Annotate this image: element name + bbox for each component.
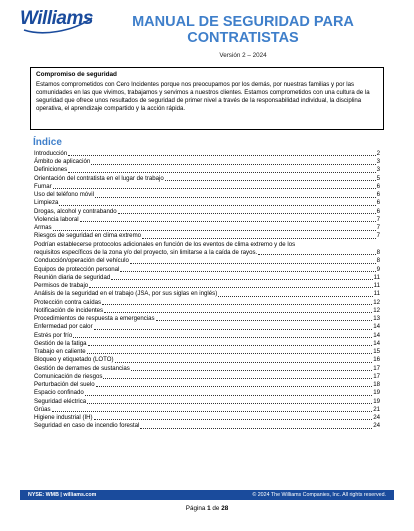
- toc-entry-page: 14: [373, 339, 380, 347]
- toc-entry[interactable]: [34, 150, 380, 158]
- toc-entry[interactable]: [34, 299, 380, 307]
- page-number-total: 28: [221, 505, 229, 512]
- toc-entry[interactable]: [34, 414, 380, 422]
- toc-entry-label: Seguridad en caso de incendio forestal: [34, 422, 140, 430]
- toc-entry-label: Perturbación del suelo: [34, 381, 95, 388]
- toc-entry-label: Gestión de la fatiga: [34, 339, 87, 347]
- toc-dot-leader: [131, 370, 372, 371]
- toc-dot-leader: [94, 419, 373, 420]
- toc-dot-leader: [87, 403, 372, 404]
- toc-entry-page: 6: [376, 191, 380, 199]
- toc-entry-label: Conducción/operación del vehículo: [34, 257, 129, 265]
- toc-entry[interactable]: [34, 200, 380, 208]
- toc-entry[interactable]: [34, 282, 380, 290]
- toc-entry-page: 3: [376, 158, 380, 166]
- toc-dot-leader: [53, 230, 376, 231]
- toc-entry[interactable]: [34, 373, 380, 381]
- toc-entry-page: 6: [376, 207, 380, 215]
- toc-entry[interactable]: [34, 389, 380, 397]
- toc-entry-label-continued: requisitos específicos de la zona y/o del proyecto, sin limitarse a la caída de rayos.: [34, 249, 258, 256]
- toc-entry-label: Permisos de trabajo: [34, 282, 89, 289]
- table-of-contents: [34, 150, 380, 431]
- toc-entry[interactable]: [34, 398, 380, 406]
- toc-entry-page: 8: [376, 249, 380, 256]
- toc-dot-leader: [165, 180, 376, 181]
- toc-dot-leader: [59, 205, 375, 206]
- toc-entry-page: 13: [373, 315, 380, 322]
- toc-entry-label: Bloqueo y etiquetado (LOTO): [34, 356, 114, 364]
- toc-entry-page: 7: [376, 224, 380, 232]
- toc-entry[interactable]: [34, 175, 380, 183]
- toc-entry-page: 19: [373, 397, 380, 405]
- toc-dot-leader: [111, 279, 372, 280]
- toc-entry-label: Fumar: [34, 182, 52, 190]
- safety-commitment-text: Estamos comprometidos con Cero Incidentes porque nos preocupamos por los demás, por nuestras familias y por las comunidades en las que vivimos, trabajamos y servimos a nuestros clientes. Estamos comprometidos con una cultura de la seguridad que ofrece unos resultados de seguridad de primer nivel a través de la responsabilidad individual, la disciplina operativa, el aprendizaje compartido y la acción rápida.: [36, 81, 370, 113]
- toc-entry[interactable]: [34, 365, 380, 373]
- toc-entry-label: Drogas, alcohol y contrabando: [34, 207, 117, 215]
- toc-entry-label: Notificación de incidentes: [34, 306, 104, 314]
- toc-dot-leader: [96, 386, 373, 387]
- toc-dot-leader: [120, 271, 375, 272]
- toc-entry[interactable]: [34, 356, 380, 364]
- toc-entry[interactable]: [34, 191, 380, 199]
- logo-text: Williams: [20, 8, 93, 29]
- toc-entry-label: Espacio confinado: [34, 389, 84, 397]
- toc-entry-page: 16: [373, 356, 380, 364]
- toc-dot-leader: [95, 197, 376, 198]
- toc-dot-leader: [80, 221, 376, 222]
- footer-bar: [20, 490, 394, 500]
- toc-entry-label: Armas: [34, 224, 52, 232]
- toc-dot-leader: [52, 411, 373, 412]
- toc-entry-label: Equipos de protección personal: [34, 265, 120, 273]
- toc-entry[interactable]: [34, 183, 380, 191]
- toc-dot-leader: [142, 238, 376, 239]
- toc-entry-page: 17: [373, 372, 380, 380]
- page-number-prefix: Página: [185, 505, 208, 512]
- toc-dot-leader: [68, 155, 375, 156]
- toc-dot-leader: [53, 188, 376, 189]
- toc-dot-leader: [68, 172, 375, 173]
- toc-entry[interactable]: [34, 257, 380, 265]
- toc-dot-leader: [118, 213, 376, 214]
- index-heading: Índice: [33, 137, 62, 148]
- toc-entry-page: 24: [373, 414, 380, 421]
- toc-entry-label: Uso del teléfono móvil: [34, 191, 94, 199]
- toc-entry-label: Definiciones: [34, 166, 68, 174]
- toc-entry-label: Análisis de la seguridad en el trabajo (JSA, por sus siglas en inglés): [34, 290, 218, 298]
- toc-entry[interactable]: [34, 274, 380, 282]
- toc-dot-leader: [85, 395, 372, 396]
- toc-entry-page: 17: [373, 364, 380, 372]
- toc-entry[interactable]: [34, 406, 380, 414]
- toc-entry-page: 12: [373, 298, 380, 306]
- safety-commitment-box: [30, 67, 384, 130]
- toc-entry[interactable]: [34, 323, 380, 331]
- toc-dot-leader: [73, 337, 372, 338]
- toc-entry[interactable]: [34, 422, 380, 430]
- toc-entry-page: 7: [376, 215, 380, 223]
- toc-entry[interactable]: [34, 340, 380, 348]
- toc-entry[interactable]: [34, 315, 380, 323]
- document-title: MANUAL DE SEGURIDAD PARA CONTRATISTAS: [132, 14, 354, 46]
- toc-entry-page: 11: [373, 282, 380, 289]
- toc-dot-leader: [258, 254, 375, 255]
- toc-entry[interactable]: [34, 224, 380, 232]
- toc-entry-label: Ámbito de aplicación: [34, 158, 91, 166]
- toc-entry-label: Gestión de derrames de sustancias: [34, 364, 130, 372]
- toc-dot-leader: [130, 263, 376, 264]
- toc-entry-label: Seguridad eléctrica: [34, 397, 87, 405]
- toc-dot-leader: [115, 362, 373, 363]
- toc-dot-leader: [103, 378, 372, 379]
- toc-entry-label: Violencia laboral: [34, 215, 79, 223]
- toc-dot-leader: [91, 164, 375, 165]
- toc-entry[interactable]: [34, 348, 380, 356]
- toc-entry-page: 7: [376, 232, 380, 240]
- toc-entry-page: 14: [373, 323, 380, 331]
- toc-entry-label: Orientación del contratista en el lugar de trabajo: [34, 174, 164, 182]
- toc-entry-page: 19: [373, 389, 380, 397]
- toc-entry-page: 6: [376, 199, 380, 207]
- footer-stock-and-website: NYSE: WMB | williams.com: [28, 491, 97, 498]
- toc-entry[interactable]: [34, 241, 380, 258]
- toc-entry-label: Higiene industrial (IH): [34, 414, 93, 421]
- toc-entry[interactable]: [34, 381, 380, 389]
- toc-entry-page: 21: [373, 405, 380, 413]
- toc-dot-leader: [88, 345, 373, 346]
- toc-entry[interactable]: [34, 332, 380, 340]
- toc-entry-page: 15: [373, 348, 380, 355]
- toc-entry-page: 2: [376, 149, 380, 157]
- footer-copyright: © 2024 The Williams Companies, Inc. All rights reserved.: [252, 491, 386, 498]
- toc-entry[interactable]: [34, 208, 380, 216]
- toc-entry-label: Estrés por frío: [34, 331, 73, 339]
- toc-entry-page: 14: [373, 331, 380, 339]
- toc-entry[interactable]: [34, 266, 380, 274]
- toc-entry-label: Procedimientos de respuesta a emergencias: [34, 315, 155, 322]
- toc-entry-page: 12: [373, 306, 380, 314]
- toc-dot-leader: [104, 312, 372, 313]
- toc-entry-label: Comunicación de riesgos: [34, 372, 103, 380]
- page-number-current: 1: [207, 505, 211, 512]
- page-number-of: de: [210, 505, 222, 512]
- toc-entry-label: Limpieza: [34, 199, 59, 207]
- toc-entry[interactable]: [34, 307, 380, 315]
- toc-dot-leader: [89, 287, 372, 288]
- toc-entry-label: Trabajo en caliente: [34, 348, 86, 355]
- toc-entry[interactable]: [34, 290, 380, 298]
- toc-entry-label: Reunión diaria de seguridad: [34, 273, 111, 281]
- toc-entry[interactable]: [34, 233, 380, 241]
- toc-entry-page: 6: [376, 182, 380, 190]
- toc-dot-leader: [218, 296, 372, 297]
- toc-dot-leader: [156, 320, 373, 321]
- toc-entry-label: Protección contra caídas: [34, 298, 102, 306]
- toc-entry[interactable]: [34, 158, 380, 166]
- toc-entry-label: Grúas: [34, 405, 51, 413]
- toc-entry-page: 3: [376, 166, 380, 174]
- page-number: [0, 505, 414, 512]
- toc-entry-page: 5: [376, 174, 380, 182]
- toc-dot-leader: [102, 304, 372, 305]
- toc-dot-leader: [87, 353, 373, 354]
- toc-entry-label: Introducción: [34, 149, 68, 157]
- toc-entry-label: Podrían establecerse protocolos adicionales en función de los eventos de clima extremo y de los: [34, 240, 296, 248]
- toc-entry-page: 24: [373, 422, 380, 430]
- toc-entry[interactable]: [34, 216, 380, 224]
- toc-entry-label: Riesgos de seguridad en clima extremo: [34, 232, 142, 240]
- toc-entry-page: 8: [376, 257, 380, 265]
- williams-logo: [20, 8, 94, 38]
- toc-entry[interactable]: [34, 167, 380, 175]
- toc-dot-leader: [94, 329, 373, 330]
- document-version: Versión 2 – 2024: [219, 52, 267, 59]
- toc-entry-page: 9: [376, 265, 380, 273]
- toc-entry-page: 18: [373, 381, 380, 388]
- toc-entry-page: 11: [373, 273, 380, 281]
- toc-entry-page: 11: [373, 290, 380, 298]
- toc-entry-label: Enfermedad por calor: [34, 323, 93, 331]
- safety-commitment-title: Compromiso de seguridad: [36, 71, 117, 78]
- toc-dot-leader: [140, 428, 372, 429]
